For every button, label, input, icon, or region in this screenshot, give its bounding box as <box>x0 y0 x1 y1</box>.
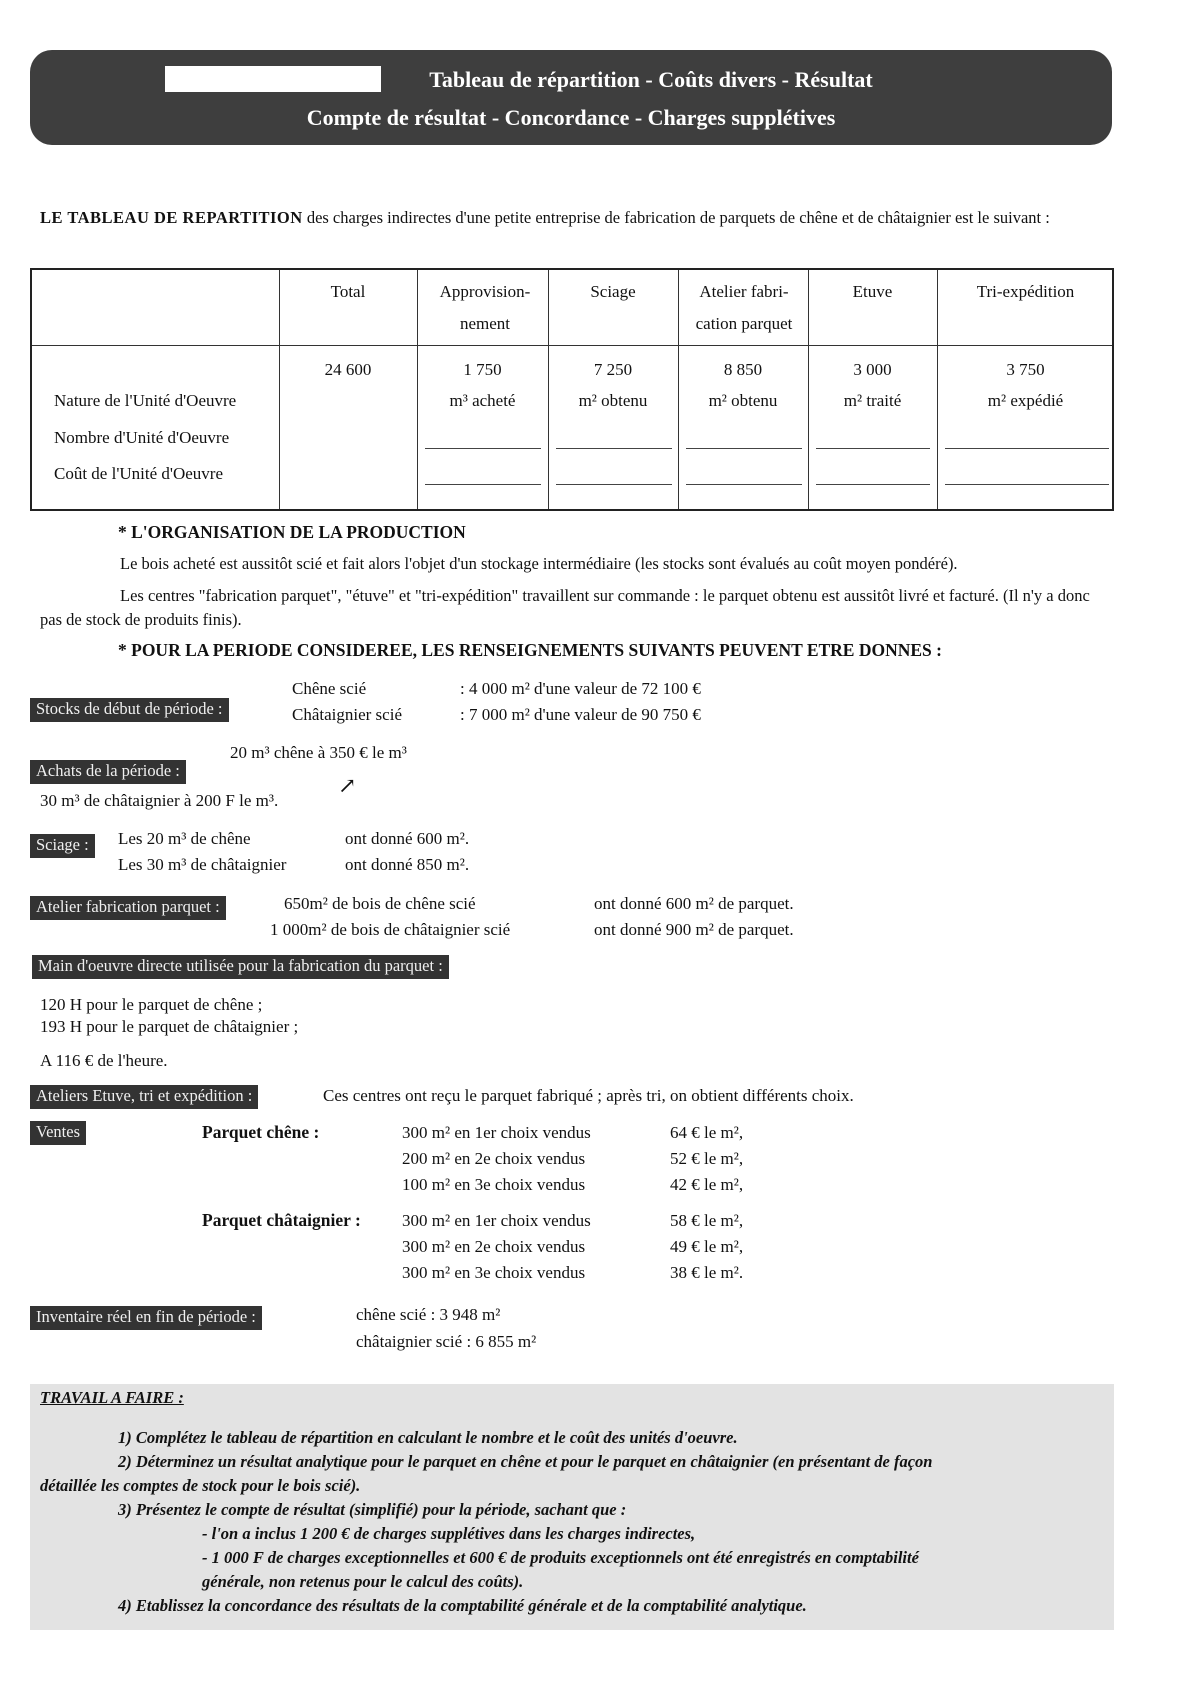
unit-tri: m² expédié <box>987 391 1064 410</box>
unit-atelier: m² obtenu <box>708 391 778 410</box>
chene-price-3: 42 € le m², <box>670 1175 744 1194</box>
question-3b2: générale, non retenus pour le calcul des coûts). <box>202 1572 524 1591</box>
ventes-chene-label: Parquet chêne : <box>202 1122 320 1142</box>
sciage-row1-right: ont donné 600 m². <box>345 829 470 848</box>
organisation-title: * L'ORGANISATION DE LA PRODUCTION <box>118 522 466 542</box>
repartition-table <box>30 268 1114 511</box>
intro-paragraph <box>40 205 1110 231</box>
inventaire-line2: châtaignier scié : 6 855 m² <box>356 1332 537 1351</box>
achats-badge: Achats de la période : <box>30 760 186 784</box>
unit-sciage: m² obtenu <box>578 391 648 410</box>
stocks-badge: Stocks de début de période : <box>30 698 229 722</box>
inventaire-badge: Inventaire réel en fin de période : <box>30 1306 262 1330</box>
intro-text: des charges indirectes d'une petite entreprise de fabrication de parquets de chêne et de châtaignier est le suivant : <box>302 208 1050 227</box>
sciage-badge: Sciage : <box>30 834 95 858</box>
question-3a: - l'on a inclus 1 200 € de charges supplétives dans les charges indirectes, <box>202 1524 696 1543</box>
header-etuve: Etuve <box>852 282 893 301</box>
mod-badge: Main d'oeuvre directe utilisée pour la fabrication du parquet : <box>32 955 449 979</box>
travail-title: TRAVAIL A FAIRE : <box>40 1388 184 1407</box>
chat-qty-2: 300 m² en 2e choix vendus <box>402 1237 586 1256</box>
unit-approvisionnement: m³ acheté <box>449 391 516 410</box>
header-approvisionnement: Approvision-nement <box>439 282 531 333</box>
chat-qty-1: 300 m² en 1er choix vendus <box>402 1211 591 1230</box>
sciage-row2-left: Les 30 m³ de châtaignier <box>118 855 287 874</box>
stock-chene-value: : 4 000 m² d'une valeur de 72 100 € <box>460 679 701 698</box>
header-banner <box>30 50 1112 145</box>
atelier-badge: Atelier fabrication parquet : <box>30 896 226 920</box>
stock-chat-value: : 7 000 m² d'une valeur de 90 750 € <box>460 705 701 724</box>
row-label-cout: Coût de l'Unité d'Oeuvre <box>54 464 224 483</box>
row-label-nature: Nature de l'Unité d'Oeuvre <box>54 391 237 410</box>
atelier-row1-left: 650m² de bois de chêne scié <box>284 894 476 913</box>
sciage-row1-left: Les 20 m³ de chêne <box>118 829 251 848</box>
chat-price-1: 58 € le m², <box>670 1211 744 1230</box>
question-2a: 2) Déterminez un résultat analytique pour le parquet en chêne et pour le parquet en châtaignier (en présentant de façon <box>118 1452 933 1471</box>
atelier-row1-right: ont donné 600 m² de parquet. <box>594 894 794 913</box>
stock-chat-name: Châtaignier scié <box>292 705 402 724</box>
ventes-badge: Ventes <box>30 1121 86 1145</box>
header-title-line2: Compte de résultat - Concordance - Charges supplétives <box>306 105 836 130</box>
unit-etuve: m² traité <box>843 391 902 410</box>
atelier-row2-left: 1 000m² de bois de châtaignier scié <box>270 920 511 939</box>
stock-chene-name: Chêne scié <box>292 679 367 698</box>
ventes-chat-label: Parquet châtaignier : <box>202 1210 361 1230</box>
achats-line2: 30 m³ de châtaignier à 200 F le m³. <box>40 791 279 810</box>
intro-lead: LE TABLEAU DE REPARTITION <box>40 208 303 227</box>
achats-line1: 20 m³ chêne à 350 € le m³ <box>230 743 407 762</box>
question-1: 1) Complétez le tableau de répartition en calculant le nombre et le coût des unités d'oeuvre. <box>118 1428 738 1447</box>
chene-qty-3: 100 m² en 3e choix vendus <box>402 1175 586 1194</box>
chat-price-3: 38 € le m². <box>670 1263 744 1282</box>
chene-price-2: 52 € le m², <box>670 1149 744 1168</box>
approvisionnement-value: 1 750 <box>463 360 502 379</box>
header-tri: Tri-expédition <box>976 282 1075 301</box>
etuve-badge: Ateliers Etuve, tri et expédition : <box>30 1085 258 1109</box>
atelier-row2-right: ont donné 900 m² de parquet. <box>594 920 794 939</box>
chene-qty-1: 300 m² en 1er choix vendus <box>402 1123 591 1142</box>
header-atelier: Atelier fabri-cation parquet <box>695 282 793 333</box>
header-total: Total <box>330 282 366 301</box>
mod-line2: 193 H pour le parquet de châtaignier ; <box>40 1017 299 1036</box>
organisation-p1: Le bois acheté est aussitôt scié et fait alors l'objet d'un stockage intermédiaire (les stocks sont évalués au coût moyen pondéré). <box>120 554 958 573</box>
header-title-line1: Tableau de répartition - Coûts divers - Résultat <box>429 67 873 92</box>
tri-value: 3 750 <box>1006 360 1045 379</box>
mod-line1: 120 H pour le parquet de chêne ; <box>40 995 263 1014</box>
arrow-mark: ↗ <box>338 773 357 798</box>
chene-price-1: 64 € le m², <box>670 1123 744 1142</box>
question-3b1: - 1 000 F de charges exceptionnelles et 600 € de produits exceptionnels ont été enregistrés en comptabilité <box>202 1548 919 1567</box>
atelier-value: 8 850 <box>723 360 763 379</box>
travail-a-faire-box <box>30 1384 1114 1630</box>
etuve-value: 3 000 <box>853 360 892 379</box>
total-value: 24 600 <box>324 360 372 379</box>
periode-title: * POUR LA PERIODE CONSIDEREE, LES RENSEIGNEMENTS SUIVANTS PEUVENT ETRE DONNES : <box>118 640 942 660</box>
question-3: 3) Présentez le compte de résultat (simplifié) pour la période, sachant que : <box>118 1500 627 1519</box>
inventaire-line1: chêne scié : 3 948 m² <box>356 1305 501 1324</box>
row-label-nombre: Nombre d'Unité d'Oeuvre <box>54 428 230 447</box>
chat-qty-3: 300 m² en 3e choix vendus <box>402 1263 586 1282</box>
question-2b: détaillée les comptes de stock pour le bois scié). <box>40 1476 361 1495</box>
chene-qty-2: 200 m² en 2e choix vendus <box>402 1149 586 1168</box>
etuve-text: Ces centres ont reçu le parquet fabriqué ; après tri, on obtient différents choix. <box>323 1086 854 1105</box>
header-sciage: Sciage <box>590 282 636 301</box>
organisation-p2: Les centres "fabrication parquet", "étuve" et "tri-expédition" travaillent sur commande : le parquet obtenu est aussitôt livré et facturé. (Il n'y a donc pas de stock de produits finis). <box>40 586 1090 629</box>
mod-line3: A 116 € de l'heure. <box>40 1051 168 1070</box>
question-4: 4) Etablissez la concordance des résultats de la comptabilité générale et de la comptabilité analytique. <box>118 1596 807 1615</box>
sciage-value: 7 250 <box>593 360 633 379</box>
chat-price-2: 49 € le m², <box>670 1237 744 1256</box>
sciage-row2-right: ont donné 850 m². <box>345 855 470 874</box>
